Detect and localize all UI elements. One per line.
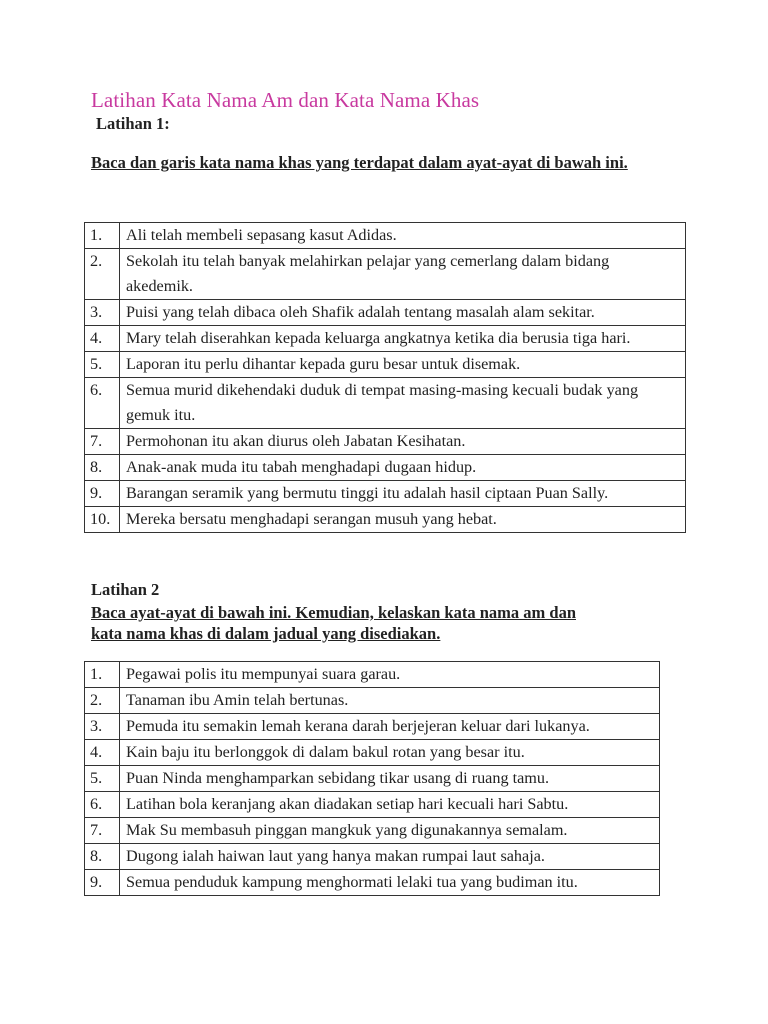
row-number: 5.	[85, 766, 120, 792]
row-sentence: Mak Su membasuh pinggan mangkuk yang digunakannya semalam.	[120, 818, 660, 844]
table-row	[85, 223, 686, 249]
row-number: 6.	[85, 378, 120, 429]
table-row	[85, 870, 660, 896]
row-number: 1.	[85, 223, 120, 249]
row-number: 6.	[85, 792, 120, 818]
table-row	[85, 429, 686, 455]
row-sentence: Dugong ialah haiwan laut yang hanya makan rumpai laut sahaja.	[120, 844, 660, 870]
row-sentence: Pegawai polis itu mempunyai suara garau.	[120, 662, 660, 688]
table-row	[85, 378, 686, 429]
table-row	[85, 249, 686, 300]
table-row	[85, 455, 686, 481]
row-number: 2.	[85, 688, 120, 714]
table-row	[85, 818, 660, 844]
row-number: 7.	[85, 429, 120, 455]
row-sentence: Kain baju itu berlonggok di dalam bakul rotan yang besar itu.	[120, 740, 660, 766]
row-number: 2.	[85, 249, 120, 300]
exercise1-table	[84, 222, 686, 533]
row-sentence: Pemuda itu semakin lemah kerana darah berjejeran keluar dari lukanya.	[120, 714, 660, 740]
row-number: 8.	[85, 844, 120, 870]
table-row	[85, 740, 660, 766]
table-row	[85, 326, 686, 352]
row-number: 9.	[85, 481, 120, 507]
row-number: 9.	[85, 870, 120, 896]
page-title: Latihan Kata Nama Am dan Kata Nama Khas	[91, 88, 480, 112]
row-sentence: Semua penduduk kampung menghormati lelaki tua yang budiman itu.	[120, 870, 660, 896]
row-number: 8.	[85, 455, 120, 481]
exercise2-instruction-line1: Baca ayat-ayat di bawah ini. Kemudian, kelaskan kata nama am dan	[91, 603, 577, 622]
row-sentence: Sekolah itu telah banyak melahirkan pelajar yang cemerlang dalam bidang akedemik.	[120, 249, 686, 300]
row-sentence: Mereka bersatu menghadapi serangan musuh yang hebat.	[120, 507, 686, 533]
table-row	[85, 662, 660, 688]
row-number: 1.	[85, 662, 120, 688]
table-row	[85, 792, 660, 818]
row-sentence: Laporan itu perlu dihantar kepada guru besar untuk disemak.	[120, 352, 686, 378]
row-sentence: Tanaman ibu Amin telah bertunas.	[120, 688, 660, 714]
table-row	[85, 844, 660, 870]
exercise2-table	[84, 661, 660, 896]
table-row	[85, 300, 686, 326]
row-number: 10.	[85, 507, 120, 533]
table-row	[85, 714, 660, 740]
exercise2-heading: Latihan 2	[91, 580, 160, 599]
row-number: 3.	[85, 714, 120, 740]
row-sentence: Puisi yang telah dibaca oleh Shafik adalah tentang masalah alam sekitar.	[120, 300, 686, 326]
row-number: 3.	[85, 300, 120, 326]
table-row	[85, 766, 660, 792]
exercise1-heading: Latihan 1:	[96, 114, 170, 133]
row-sentence: Barangan seramik yang bermutu tinggi itu adalah hasil ciptaan Puan Sally.	[120, 481, 686, 507]
row-number: 5.	[85, 352, 120, 378]
exercise1-instruction: Baca dan garis kata nama khas yang terdapat dalam ayat-ayat di bawah ini.	[91, 153, 628, 172]
table-row	[85, 352, 686, 378]
table-row	[85, 507, 686, 533]
exercise2-instruction	[91, 602, 576, 644]
table-row	[85, 688, 660, 714]
row-sentence: Latihan bola keranjang akan diadakan setiap hari kecuali hari Sabtu.	[120, 792, 660, 818]
row-number: 7.	[85, 818, 120, 844]
row-sentence: Anak-anak muda itu tabah menghadapi dugaan hidup.	[120, 455, 686, 481]
row-sentence: Ali telah membeli sepasang kasut Adidas.	[120, 223, 686, 249]
row-number: 4.	[85, 740, 120, 766]
row-sentence: Permohonan itu akan diurus oleh Jabatan Kesihatan.	[120, 429, 686, 455]
table-row	[85, 481, 686, 507]
row-sentence: Mary telah diserahkan kepada keluarga angkatnya ketika dia berusia tiga hari.	[120, 326, 686, 352]
exercise2-instruction-line2: kata nama khas di dalam jadual yang disediakan.	[91, 624, 441, 643]
row-sentence: Semua murid dikehendaki duduk di tempat masing-masing kecuali budak yang gemuk itu.	[120, 378, 686, 429]
row-sentence: Puan Ninda menghamparkan sebidang tikar usang di ruang tamu.	[120, 766, 660, 792]
row-number: 4.	[85, 326, 120, 352]
